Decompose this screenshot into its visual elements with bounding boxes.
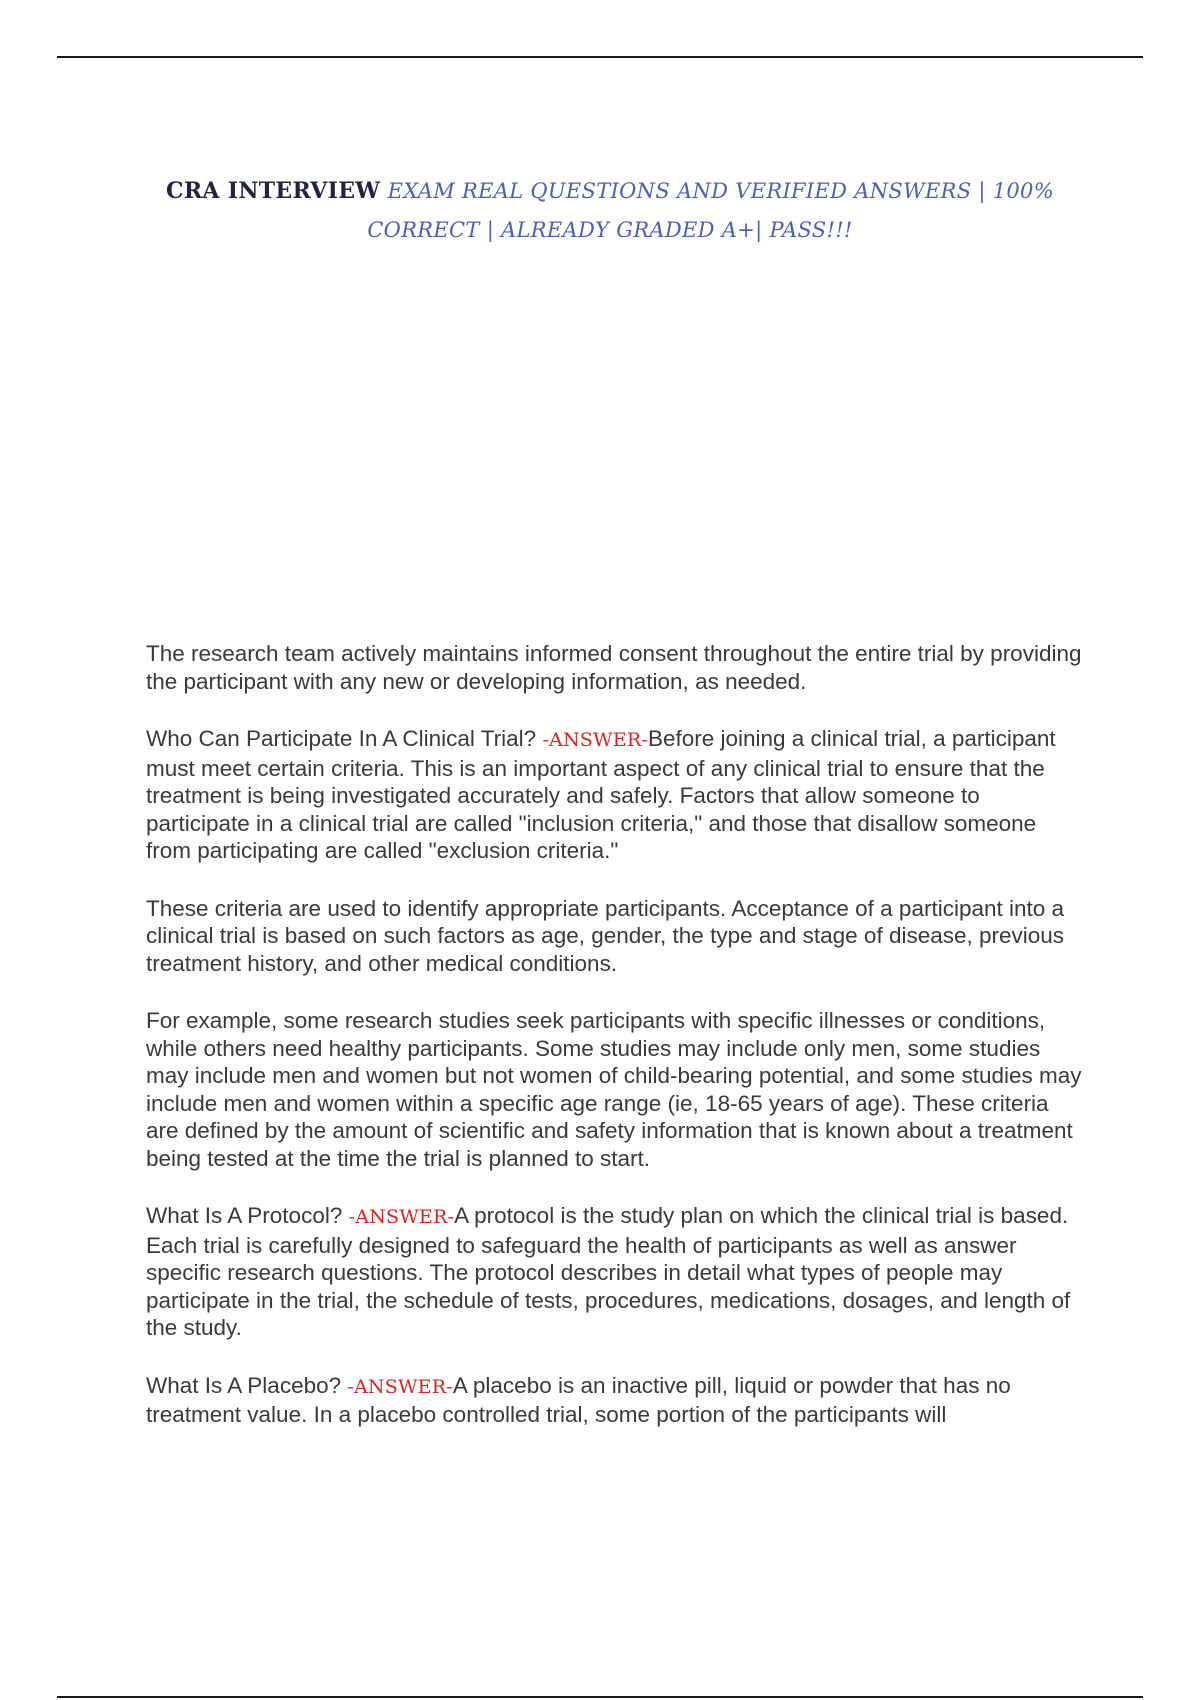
title-rest: EXAM REAL QUESTIONS AND VERIFIED ANSWERS | 100% CORRECT | ALREADY GRADED A+| PASS!!! (367, 179, 1054, 242)
answer-text: Before joining a clinical trial, a participant must meet certain criteria. This is an important aspect of any clinical trial to ensure that the treatment is being investigated accurately and safely. Factors that allow someone to participate in a clinical trial are called "inclusion criteria," and those that disallow someone from participating are called "exclusion criteria." (146, 726, 1056, 863)
paragraph-criteria (146, 895, 1086, 978)
answer-tag: -ANSWER- (348, 1206, 455, 1228)
title-lead: CRA INTERVIEW (166, 178, 381, 204)
answer-text: A placebo is an inactive pill, liquid or powder that has no treatment value. In a placebo controlled trial, some portion of the participants will (146, 1372, 1011, 1427)
paragraph-example (146, 1007, 1086, 1172)
question-text: Who Can Participate In A Clinical Trial? (146, 726, 543, 751)
document-body (146, 640, 1086, 1459)
paragraph-text: The research team actively maintains informed consent throughout the entire trial by providing the participant with any new or developing information, as needed. (146, 641, 1082, 694)
answer-tag: -ANSWER- (347, 1375, 453, 1398)
qa-placebo (146, 1372, 1086, 1429)
answer-tag: -ANSWER- (542, 729, 648, 751)
question-text: What Is A Placebo? (146, 1372, 348, 1398)
top-rule (57, 56, 1143, 58)
bottom-rule (57, 1696, 1143, 1698)
paragraph-consent (146, 640, 1086, 695)
question-text: What Is A Protocol? (146, 1203, 349, 1228)
paragraph-text: These criteria are used to identify appropriate participants. Acceptance of a participant into a clinical trial is based on such factors as age, gender, the type and stage of disease, previous treatment history, and other medical conditions. (146, 895, 1065, 976)
qa-protocol (146, 1202, 1086, 1342)
qa-who-can-participate (146, 725, 1086, 865)
document-title (130, 172, 1090, 250)
answer-text: A protocol is the study plan on which the clinical trial is based. Each trial is carefully designed to safeguard the health of participants as well as answer specific research questions. The protocol describes in detail what types of people may participate in the trial, the schedule of tests, procedures, medications, dosages, and length of the study. (146, 1203, 1071, 1340)
paragraph-text: For example, some research studies seek participants with specific illnesses or conditions, while others need healthy participants. Some studies may include only men, some studies may include men and women but not women of child-bearing potential, and some studies may include men and women within a specific age range (ie, 18-65 years of age). These criteria are defined by the amount of scientific and safety information that is known about a treatment being tested at the time the trial is planned to start. (146, 1008, 1082, 1171)
